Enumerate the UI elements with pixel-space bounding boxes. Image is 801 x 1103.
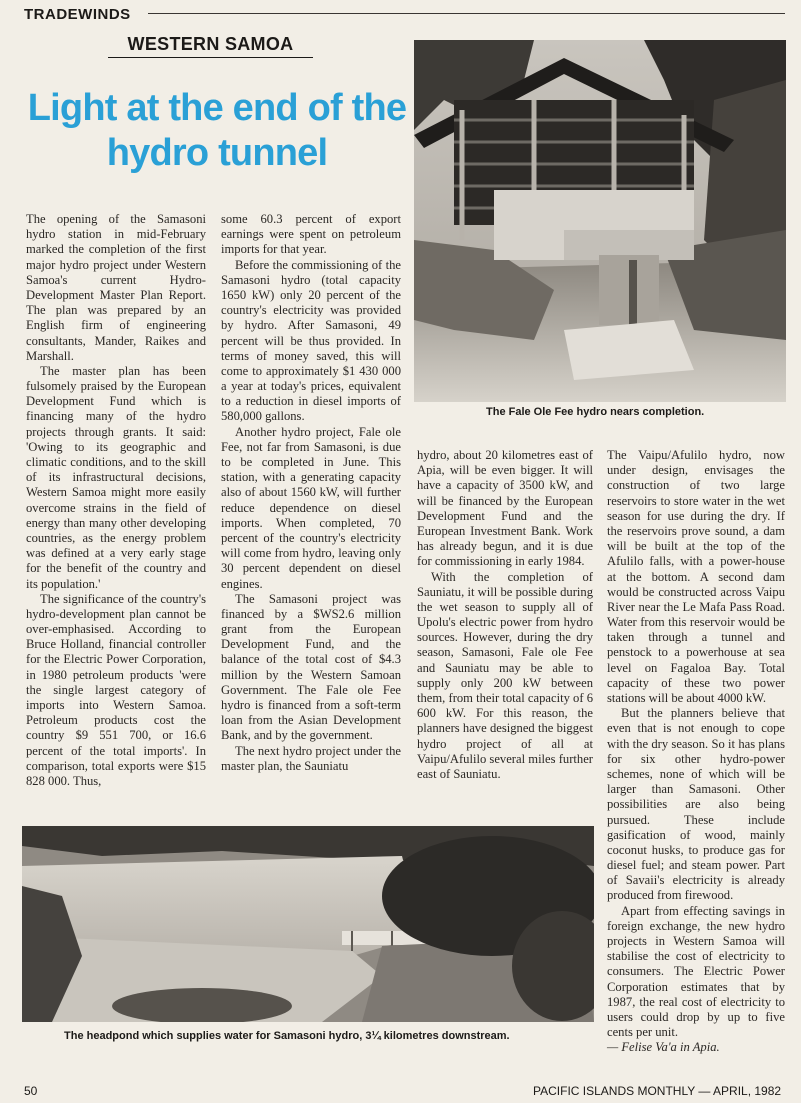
paragraph: Before the commissioning of the Samasoni hydro (total capacity 1650 kW) only 20 percent of the country's electricity was provided by hydro. After Samasoni, 49 percent will be thus provided. In terms of money saved, this will come to approximately $1 430 000 a year at today's prices, equivalent to a reduction in diesel imports of 580,000 gallons.	[221, 257, 401, 424]
column-1	[26, 212, 206, 789]
hydro-station-photo	[414, 40, 786, 402]
paragraph: The Samasoni project was financed by a $WS2.6 million grant from the European Development Fund, and the balance of the total cost of $4.3 million by the Western Samoan Government. The Fale ole Fee hydro is financed from a soft-term loan from the Asian Development Bank, and by the government.	[221, 591, 401, 743]
bottom-photo-caption: The headpond which supplies water for Samasoni hydro, 3¼ kilometres downstream.	[64, 1030, 510, 1042]
byline: — Felise Va'a in Apia.	[607, 1040, 720, 1055]
column-2	[221, 212, 401, 774]
paragraph: hydro, about 20 kilometres east of Apia, will be even bigger. It will have a capacity of 3500 kW, and will be financed by the European Development Fund and the European Investment Bank. Work has already begun, and it is due for commissioning in early 1984.	[417, 448, 593, 569]
paragraph: With the completion of Sauniatu, it will be possible during the wet season to supply all of Upolu's electric power from hydro sources. However, during the dry season, Samasoni, Fale ole Fee and Sauniatu may be able to supply only 200 kW between them, from their total capacity of 6 600 kW. For this reason, the planners have designed the biggest hydro project of all at Vaipu/Afulilo several miles further east of Sauniatu.	[417, 569, 593, 781]
paragraph: Another hydro project, Fale ole Fee, not far from Samasoni, is due to be completed in June. This station, with a generating capacity also of about 1560 kW, will further reduce dependence on diesel imports. When completed, 70 percent of the country's electricity will come from hydro, leaving only 30 percent dependent on diesel engines.	[221, 424, 401, 591]
paragraph: The Vaipu/Afulilo hydro, now under design, envisages the construction of two large reservoirs to store water in the wet season for use during the dry. If the reservoirs prove sound, a dam will be built at the top of the Afulilo falls, with a power-house at the bottom. A second dam would be constructed across Vaipu River near the Le Mafa Pass Road. Water from this reservoir would be taken through a tunnel and penstock to a powerhouse at sea level on Fagaloa Bay. Total capacity of these two power stations will be about 4000 kW.	[607, 448, 785, 705]
paragraph: The master plan has been fulsomely praised by the European Development Fund which is financing many of the hydro projects through grants. It said: 'Owing to its geographic and climatic conditions, and to the skill of its infrastructural decisions, Western Samoa might more easily overcome strains in the field of energy than many other developing countries, as the energy problem was defined at a very early stage for the benefit of the country and its population.'	[26, 363, 206, 591]
article-headline: Light at the end of the hydro tunnel	[27, 87, 407, 174]
paragraph: The significance of the country's hydro-development plan cannot be over-emphasised. According to Bruce Holland, financial controller for the Electric Power Corporation, in 1980 petroleum products 'were the single largest category of imports into Western Samoa. Petroleum products cost the country $9 551 700, or 16.6 percent of the total imports'. In comparison, total exports were $15 828 000. Thus,	[26, 591, 206, 788]
column-4	[607, 448, 785, 1056]
paragraph: Apart from effecting savings in foreign exchange, the new hydro projects in Western Samoa will stabilise the cost of electricity to consumers. The Electric Power Corporation estimates that by 1987, the real cost of electricity to users could drop by up to five cents per unit.	[607, 903, 785, 1040]
section-label: TRADEWINDS	[24, 6, 131, 23]
publication-footer: PACIFIC ISLANDS MONTHLY — APRIL, 1982	[533, 1084, 782, 1098]
header-rule	[148, 13, 785, 14]
column-3	[417, 448, 593, 782]
paragraph: But the planners believe that even that is not enough to cope with the dry season. So it has plans for six other hydro-power schemes, none of which will be larger than Samasoni. Other possibilities are also being pursued. These include gasification of wood, mainly coconut husks, to produce gas for diesel fuel; and steam power. Part of Savaii's electricity is already produced from firewood.	[607, 706, 785, 903]
paragraph: The opening of the Samasoni hydro station in mid-February marked the completion of the first major hydro project under Western Samoa's current Hydro-Development Master Plan Report. The plan was prepared by an English firm of engineering consultants, Mander, Raikes and Marshall.	[26, 212, 206, 363]
top-photo-caption: The Fale Ole Fee hydro nears completion.	[486, 406, 705, 418]
country-subhead: WESTERN SAMOA	[108, 34, 313, 58]
page-number: 50	[24, 1084, 38, 1098]
headpond-photo	[22, 826, 594, 1022]
paragraph: The next hydro project under the master plan, the Sauniatu	[221, 743, 401, 773]
paragraph: some 60.3 percent of export earnings were spent on petroleum imports for that year.	[221, 212, 401, 257]
